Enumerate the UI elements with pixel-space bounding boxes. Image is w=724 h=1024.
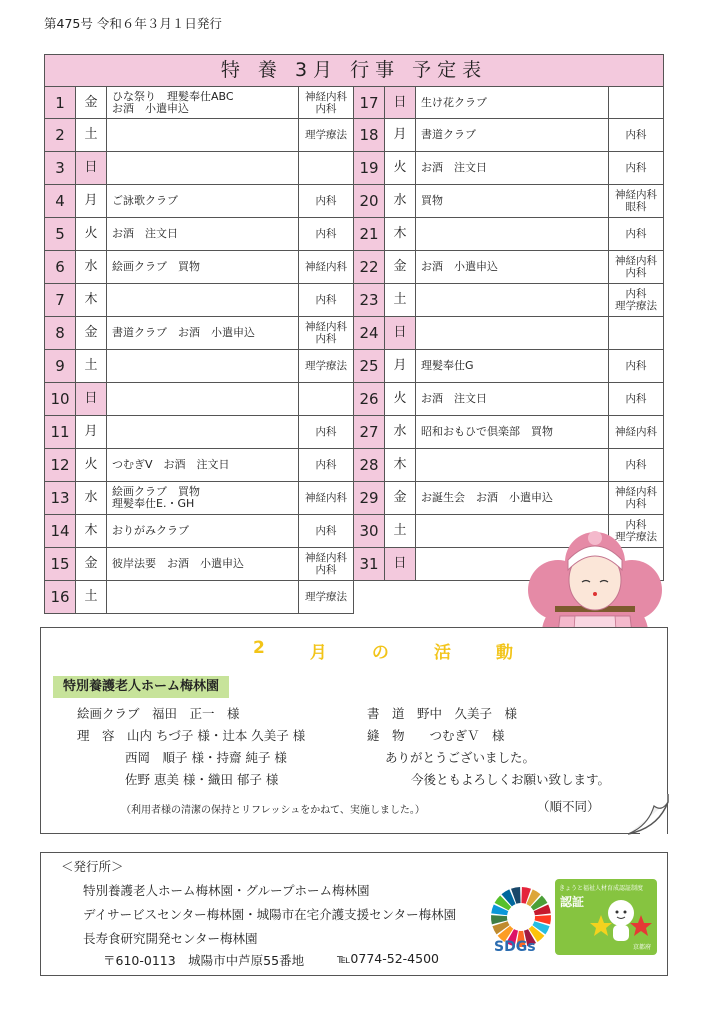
- medical-cell: [609, 251, 663, 283]
- medical-cell: [299, 581, 353, 613]
- cert-label: 認証: [560, 895, 585, 909]
- event-cell: [107, 449, 299, 481]
- publisher-box: [40, 852, 668, 976]
- medical-cell: [299, 317, 353, 349]
- event-cell: [416, 449, 609, 481]
- weekday: 月: [76, 416, 107, 448]
- schedule-row: [354, 86, 664, 119]
- medical-text: 神経内科: [305, 492, 347, 504]
- schedule-row: [354, 416, 664, 449]
- medical-cell: [609, 284, 663, 316]
- medical-text: 内科: [625, 519, 647, 531]
- event-cell: [107, 119, 299, 151]
- schedule-row: [44, 383, 354, 416]
- event-text: 書道クラブ お酒 小遣申込: [112, 326, 255, 339]
- medical-cell: [609, 218, 663, 250]
- medical-text: 神経内科: [305, 552, 347, 564]
- weekday: 月: [76, 185, 107, 217]
- day-number: 3: [45, 152, 76, 184]
- medical-text: 理学療法: [305, 591, 347, 603]
- event-text: 生け花クラブ: [421, 95, 487, 109]
- event-cell: [416, 383, 609, 415]
- schedule-row: [44, 482, 354, 515]
- mascot-stars-icon: [589, 895, 653, 947]
- publisher-address: 〒610-0113 城陽市中芦原55番地: [103, 953, 305, 968]
- weekday: 金: [76, 317, 107, 349]
- medical-text: 内科: [315, 195, 337, 207]
- activity-bottom-border: [40, 833, 640, 834]
- medical-cell: [299, 449, 353, 481]
- activity-title-char: 2: [253, 638, 265, 658]
- schedule-row: [354, 383, 664, 416]
- medical-text: 神経内科: [305, 90, 347, 103]
- event-text: お酒 注文日: [421, 161, 487, 174]
- medical-text: 内科: [625, 498, 647, 510]
- medical-text: 神経内科: [615, 255, 657, 267]
- publisher-heading: ＜発行所＞: [61, 859, 124, 874]
- weekday: 火: [76, 449, 107, 481]
- weekday: 日: [385, 87, 416, 118]
- medical-text: 理学療法: [615, 300, 657, 312]
- thanks-line: ありがとうございました。: [385, 750, 536, 765]
- medical-text: 内科: [315, 333, 337, 345]
- weekday: 日: [385, 548, 416, 580]
- schedule-row: [354, 152, 664, 185]
- medical-text: 内科: [315, 525, 337, 537]
- medical-cell: [609, 482, 663, 514]
- event-cell: [107, 152, 299, 184]
- event-text: お酒 注文日: [421, 392, 487, 405]
- page-curl-icon: [628, 792, 670, 836]
- medical-text: 内科: [315, 426, 337, 438]
- medical-cell: [299, 548, 353, 580]
- event-cell: [107, 482, 299, 514]
- event-cell: [107, 185, 299, 217]
- medical-text: 神経内科: [305, 261, 347, 273]
- medical-cell: [609, 152, 663, 184]
- medical-text: 内科: [315, 228, 337, 240]
- event-cell: [416, 87, 609, 118]
- activity-line: 縫 物 つむぎＶ 様: [367, 728, 505, 743]
- event-text: 彼岸法要 お酒 小遣申込: [112, 557, 244, 570]
- event-text: 買物: [421, 194, 443, 207]
- weekday: 月: [385, 350, 416, 382]
- event-text: お酒 小遣申込: [112, 101, 189, 115]
- event-cell: [416, 482, 609, 514]
- medical-text: 神経内科: [615, 426, 657, 438]
- medical-cell: [299, 152, 353, 184]
- day-number: 15: [45, 548, 76, 580]
- activity-line: 絵画クラブ 福田 正一 様: [77, 706, 240, 721]
- day-number: 4: [45, 185, 76, 217]
- medical-text: 内科: [315, 564, 337, 576]
- schedule-row: [44, 251, 354, 284]
- medical-text: 内科: [625, 459, 647, 471]
- day-number: 20: [354, 185, 385, 217]
- event-cell: [416, 284, 609, 316]
- sdgs-label: SDGs: [494, 939, 536, 955]
- day-number: 1: [45, 87, 76, 118]
- event-cell: [107, 515, 299, 547]
- weekday: 木: [76, 515, 107, 547]
- day-number: 18: [354, 119, 385, 151]
- event-text: 昭和おもひで倶楽部 買物: [421, 425, 553, 438]
- medical-cell: [299, 350, 353, 382]
- day-number: 22: [354, 251, 385, 283]
- medical-cell: [609, 119, 663, 151]
- weekday: 金: [76, 87, 107, 118]
- activity-title: [253, 638, 513, 663]
- event-cell: [107, 317, 299, 349]
- event-cell: [107, 218, 299, 250]
- day-number: 29: [354, 482, 385, 514]
- weekday: 金: [385, 482, 416, 514]
- event-text: お誕生会 お酒 小遣申込: [421, 491, 553, 504]
- day-number: 5: [45, 218, 76, 250]
- event-text: ご詠歌クラブ: [112, 194, 178, 207]
- weekday: 日: [385, 317, 416, 349]
- day-number: 6: [45, 251, 76, 283]
- weekday: 水: [76, 482, 107, 514]
- weekday: 土: [385, 284, 416, 316]
- schedule-row: [44, 86, 354, 119]
- day-number: 2: [45, 119, 76, 151]
- day-number: 28: [354, 449, 385, 481]
- medical-text: 内科: [625, 228, 647, 240]
- medical-cell: [609, 416, 663, 448]
- medical-cell: [299, 383, 353, 415]
- publisher-line: 特別養護老人ホーム梅林園・グループホーム梅林園: [83, 883, 370, 898]
- day-number: 25: [354, 350, 385, 382]
- day-number: 31: [354, 548, 385, 580]
- medical-text: 内科: [625, 129, 647, 141]
- schedule-row: [354, 185, 664, 218]
- weekday: 金: [385, 251, 416, 283]
- schedule-row: [354, 284, 664, 317]
- day-number: 24: [354, 317, 385, 349]
- day-number: 8: [45, 317, 76, 349]
- event-cell: [416, 251, 609, 283]
- medical-text: 内科: [625, 288, 647, 300]
- event-cell: [107, 581, 299, 613]
- weekday: 火: [76, 218, 107, 250]
- schedule-row: [354, 449, 664, 482]
- medical-text: 内科: [625, 360, 647, 372]
- event-cell: [107, 87, 299, 118]
- medical-cell: [609, 383, 663, 415]
- event-text: 絵画クラブ 買物: [112, 485, 200, 498]
- event-cell: [416, 218, 609, 250]
- schedule-row: [354, 482, 664, 515]
- medical-cell: [299, 416, 353, 448]
- medical-cell: [609, 87, 663, 118]
- activity-note: （利用者様の清潔の保持とリフレッシュをかねて、実施しました。）: [121, 805, 425, 816]
- weekday: 水: [385, 416, 416, 448]
- event-cell: [107, 383, 299, 415]
- weekday: 木: [385, 449, 416, 481]
- event-text: 理髪奉仕E.・GH: [112, 497, 195, 510]
- event-text: お酒 小遣申込: [421, 260, 498, 273]
- day-number: 11: [45, 416, 76, 448]
- medical-cell: [299, 251, 353, 283]
- medical-cell: [609, 449, 663, 481]
- activity-line: 西岡 順子 様・持齋 純子 様: [125, 750, 287, 765]
- event-cell: [416, 185, 609, 217]
- day-number: 7: [45, 284, 76, 316]
- medical-cell: [299, 119, 353, 151]
- day-number: 26: [354, 383, 385, 415]
- day-number: 27: [354, 416, 385, 448]
- day-number: 12: [45, 449, 76, 481]
- schedule-row: [44, 284, 354, 317]
- schedule-row: [44, 449, 354, 482]
- day-number: 17: [354, 87, 385, 118]
- certification-badge: [555, 879, 657, 955]
- medical-text: 理学療法: [615, 531, 657, 543]
- weekday: 木: [76, 284, 107, 316]
- schedule-column-right: [354, 86, 664, 581]
- activity-report: [40, 627, 668, 834]
- activity-title-char: の: [371, 643, 389, 663]
- medical-cell: [299, 218, 353, 250]
- medical-text: 神経内科: [615, 486, 657, 498]
- day-number: 23: [354, 284, 385, 316]
- schedule-row: [44, 185, 354, 218]
- schedule-row: [44, 317, 354, 350]
- schedule-row: [44, 350, 354, 383]
- medical-cell: [609, 350, 663, 382]
- event-cell: [107, 548, 299, 580]
- issue-number: 第475号 令和６年３月１日発行: [44, 16, 222, 31]
- event-text: お酒 注文日: [112, 227, 178, 240]
- day-number: 14: [45, 515, 76, 547]
- event-cell: [416, 416, 609, 448]
- medical-cell: [609, 185, 663, 217]
- activity-title-char: 活: [433, 643, 451, 663]
- schedule-title: 特 養 3月 行事 予定表: [44, 54, 664, 86]
- schedule-row: [44, 152, 354, 185]
- activity-line: 佐野 恵美 様・織田 郁子 様: [125, 772, 279, 787]
- weekday: 火: [385, 383, 416, 415]
- event-text: 理髪奉仕G: [421, 359, 474, 372]
- weekday: 日: [76, 152, 107, 184]
- medical-text: 眼科: [625, 201, 647, 213]
- weekday: 月: [385, 119, 416, 151]
- weekday: 火: [385, 152, 416, 184]
- event-text: 絵画クラブ 買物: [112, 260, 200, 273]
- schedule-row: [354, 119, 664, 152]
- event-cell: [107, 251, 299, 283]
- medical-cell: [299, 482, 353, 514]
- medical-cell: [299, 87, 353, 118]
- weekday: 土: [385, 515, 416, 547]
- weekday: 土: [76, 350, 107, 382]
- activity-line: 理 容 山内 ちづ子 様・辻本 久美子 様: [77, 728, 306, 743]
- facility-label: 特別養護老人ホーム梅林園: [53, 676, 229, 698]
- activity-title-char: 動: [495, 643, 513, 663]
- activity-line: 書 道 野中 久美子 様: [367, 706, 518, 721]
- event-text: 書道クラブ: [421, 128, 476, 141]
- medical-text: 神経内科: [305, 321, 347, 333]
- event-text: ひな祭り 理髪奉仕ABC: [112, 89, 234, 103]
- weekday: 木: [385, 218, 416, 250]
- event-cell: [416, 152, 609, 184]
- schedule-row: [44, 416, 354, 449]
- schedule-row: [354, 251, 664, 284]
- schedule-row: [44, 218, 354, 251]
- activity-title-char: 月: [309, 643, 327, 663]
- schedule-row: [354, 218, 664, 251]
- weekday: 金: [76, 548, 107, 580]
- medical-text: 内科: [625, 267, 647, 279]
- event-cell: [416, 350, 609, 382]
- publisher-line: 長寿食研究開発センター梅林園: [83, 931, 258, 946]
- event-cell: [416, 119, 609, 151]
- schedule-row: [354, 317, 664, 350]
- medical-text: 内科: [315, 459, 337, 471]
- event-cell: [107, 284, 299, 316]
- schedule-column-left: [44, 86, 354, 614]
- weekday: 水: [385, 185, 416, 217]
- weekday: 水: [76, 251, 107, 283]
- medical-cell: [299, 185, 353, 217]
- publisher-tel: ℡0774-52-4500: [337, 951, 439, 966]
- day-number: 21: [354, 218, 385, 250]
- event-cell: [107, 350, 299, 382]
- weekday: 土: [76, 581, 107, 613]
- event-text: おりがみクラブ: [112, 524, 189, 537]
- day-number: 13: [45, 482, 76, 514]
- schedule-row: [354, 350, 664, 383]
- weekday: 土: [76, 119, 107, 151]
- medical-cell: [299, 284, 353, 316]
- closing-line: 今後ともよろしくお願い致します。: [411, 772, 611, 787]
- medical-text: 内科: [315, 102, 337, 115]
- cert-program-name: きょうと福祉人材育成認証制度: [559, 885, 644, 892]
- medical-text: 神経内科: [615, 189, 657, 201]
- event-cell: [107, 416, 299, 448]
- medical-text: 理学療法: [305, 129, 347, 141]
- cert-prefecture: 京都府: [632, 944, 651, 951]
- event-text: つむぎV お酒 注文日: [112, 458, 230, 471]
- day-number: 9: [45, 350, 76, 382]
- day-number: 19: [354, 152, 385, 184]
- day-number: 10: [45, 383, 76, 415]
- schedule-row: [44, 581, 354, 614]
- order-note: （順不同）: [537, 799, 600, 814]
- schedule-row: [44, 515, 354, 548]
- medical-text: 理学療法: [305, 360, 347, 372]
- medical-text: 内科: [625, 162, 647, 174]
- medical-cell: [609, 317, 663, 349]
- day-number: 30: [354, 515, 385, 547]
- schedule-row: [44, 119, 354, 152]
- medical-text: 内科: [625, 393, 647, 405]
- publisher-line: デイサービスセンター梅林園・城陽市在宅介護支援センター梅林園: [83, 907, 457, 922]
- schedule-row: [44, 548, 354, 581]
- weekday: 日: [76, 383, 107, 415]
- event-cell: [416, 317, 609, 349]
- medical-text: 内科: [315, 294, 337, 306]
- medical-cell: [299, 515, 353, 547]
- day-number: 16: [45, 581, 76, 613]
